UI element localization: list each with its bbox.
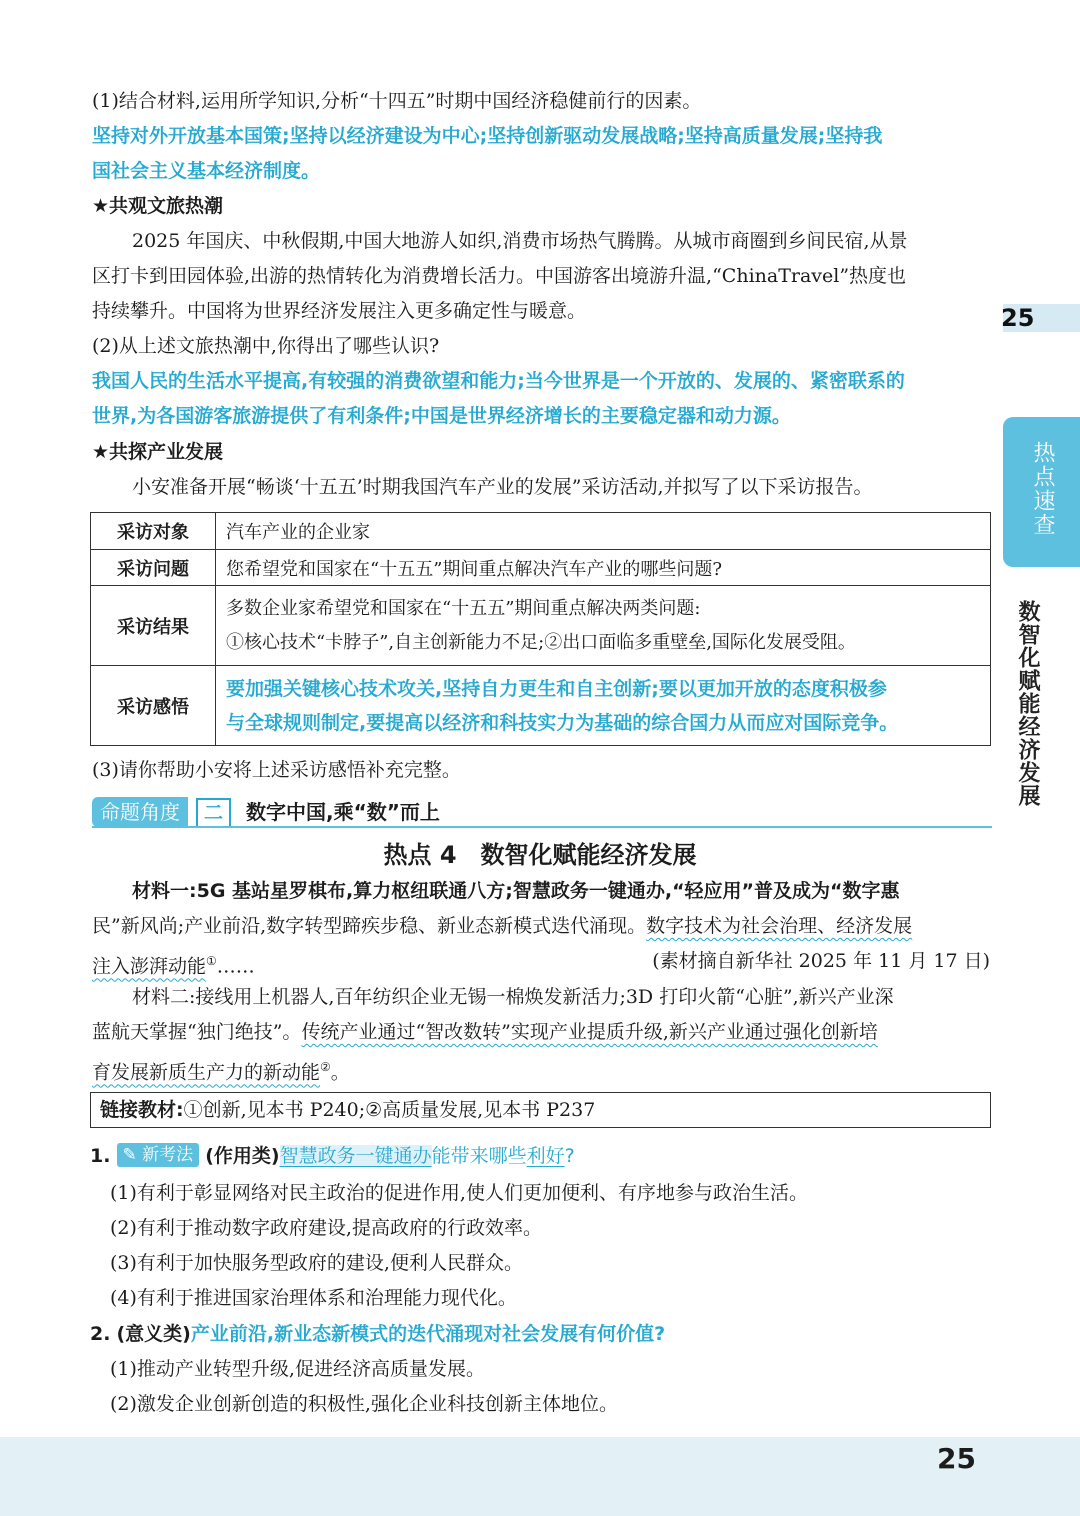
question1-answer: (3)有利于加快服务型政府的建设,便利人民群众。 <box>110 1252 523 1274</box>
hotspot-title: 热点 4 数智化赋能经济发展 <box>383 841 697 869</box>
material1-ellipsis: …… <box>216 955 255 978</box>
pen-icon: ✎ <box>122 1145 137 1165</box>
material2-highlight: 传统产业通过“智改数转”实现产业提质升级,新兴产业通过强化创新培 <box>301 1021 878 1043</box>
interview-table <box>90 512 991 746</box>
table-key: 采访问题 <box>91 550 216 586</box>
q2-answer-line2: 世界,为各国游客旅游提供了有利条件;中国是世界经济增长的主要稳定器和动力源。 <box>92 405 791 427</box>
material2-highlight: 育发展新质生产力的新动能 <box>92 1061 321 1084</box>
angle-label: 命题角度 <box>92 797 188 827</box>
table-value <box>216 666 991 746</box>
question1-mark: ? <box>564 1145 575 1167</box>
question1-answer: (4)有利于推进国家治理体系和治理能力现代化。 <box>110 1287 517 1309</box>
table-answer-line: 与全球规则制定,要提高以经济和科技实力为基础的综合国力从而应对国际竞争。 <box>226 711 899 734</box>
q2-answer-line1: 我国人民的生活水平提高,有较强的消费欲望和能力;当今世界是一个开放的、发展的、紧密联系的 <box>92 370 905 392</box>
material1-highlight: 数字技术为社会治理、经济发展 <box>646 915 913 937</box>
page-footer <box>0 1437 1080 1516</box>
table-value: 汽车产业的企业家 <box>216 513 991 550</box>
q1-answer-line2: 国社会主义基本经济制度。 <box>92 160 321 182</box>
section-industry-heading: ★共探产业发展 <box>92 441 224 463</box>
table-value <box>216 586 991 666</box>
table-value: 您希望党和国家在“十五五”期间重点解决汽车产业的哪些问题? <box>216 550 991 586</box>
material1-highlight: 注入澎湃动能 <box>92 955 207 978</box>
question2-type: (意义类) <box>116 1323 191 1345</box>
table-key: 采访对象 <box>91 513 216 550</box>
table-key: 采访感悟 <box>91 666 216 746</box>
material2-line2 <box>92 1015 878 1050</box>
question1-text: 能带来哪些 <box>431 1145 527 1167</box>
angle-banner <box>92 797 992 827</box>
tourism-line1: 2025 年国庆、中秋假期,中国大地游人如织,消费市场热气腾腾。从城市商圈到乡间民宿,从景 <box>132 230 908 252</box>
material2-text: 蓝航天掌握“独门绝技”。 <box>92 1021 302 1043</box>
question1-answer: (2)有利于推动数字政府建设,提高政府的行政效率。 <box>110 1217 542 1239</box>
table-row <box>91 513 991 550</box>
side-page-number: 25 <box>1001 304 1035 332</box>
table-row <box>91 586 991 666</box>
link-label: 链接教材: <box>100 1099 184 1121</box>
question1-keyword: 利好 <box>526 1145 565 1167</box>
table-row <box>91 666 991 746</box>
question2-answer: (2)激发企业创新创造的积极性,强化企业科技创新主体地位。 <box>110 1393 618 1415</box>
footnote-marker: ② <box>320 1060 331 1074</box>
side-section-title: 数智化赋能经济发展 <box>1015 600 1040 807</box>
angle-number: 二 <box>196 798 231 828</box>
material2-period: 。 <box>330 1061 350 1084</box>
tourism-line2: 区打卡到田园体验,出游的热情转化为消费增长活力。中国游客出境游升温,“ChinaTravel”热度也 <box>92 265 907 287</box>
link-text: ①创新,见本书 P240;②高质量发展,见本书 P237 <box>183 1099 596 1121</box>
question1-answer: (1)有利于彰显网络对民主政治的促进作用,使人们更加便利、有序地参与政治生活。 <box>110 1182 808 1204</box>
q2-prompt: (2)从上述文旅热潮中,你得出了哪些认识? <box>92 335 440 357</box>
question2-number: 2. <box>90 1323 111 1345</box>
section-tourism-heading: ★共观文旅热潮 <box>92 195 224 217</box>
table-row <box>91 550 991 586</box>
textbook-link <box>100 1093 595 1127</box>
question1 <box>90 1139 575 1174</box>
question1-number: 1. <box>90 1145 111 1167</box>
tourism-line3: 持续攀升。中国将为世界经济发展注入更多确定性与暖意。 <box>92 300 587 322</box>
material1-text: 民”新风尚;产业前沿,数字转型蹄疾步稳、新业态新模式迭代涌现。 <box>92 915 647 937</box>
material1-line3 <box>92 944 255 984</box>
material2-line3 <box>92 1050 350 1090</box>
footnote-marker: ① <box>206 954 217 968</box>
question1-keyword: 智慧政务一键通办 <box>279 1145 432 1167</box>
table-value-line: ①核心技术“卡脖子”,自主创新能力不足;②出口面临多重壁垒,国际化发展受阻。 <box>226 631 856 653</box>
angle-title: 数字中国,乘“数”而上 <box>246 800 440 824</box>
q3-prompt: (3)请你帮助小安将上述采访感悟补充完整。 <box>92 759 461 781</box>
material1-line2 <box>92 909 912 944</box>
material1-text: 材料一:5G 基站星罗棋布,算力枢纽联通八方;智慧政务一键通办,“轻应用”普及成为“数字惠 <box>132 880 900 902</box>
new-method-badge <box>117 1143 200 1167</box>
side-chip-label: 热点速查 <box>1030 441 1055 537</box>
angle-rule <box>92 826 992 828</box>
question1-type: (作用类) <box>205 1145 280 1167</box>
q1-answer-line1: 坚持对外开放基本国策;坚持以经济建设为中心;坚持创新驱动发展战略;坚持高质量发展;坚持我 <box>92 125 883 147</box>
textbook-link-box <box>90 1092 991 1128</box>
material1-line1 <box>132 874 900 909</box>
question2-text: 产业前沿,新业态新模式的迭代涌现对社会发展有何价值? <box>190 1323 666 1345</box>
question2 <box>90 1317 665 1352</box>
table-value-line: 多数企业家希望党和国家在“十五五”期间重点解决两类问题: <box>226 597 701 619</box>
table-answer-line: 要加强关键核心技术攻关,坚持自力更生和自主创新;要以更加开放的态度积极参 <box>226 677 887 700</box>
new-method-label: 新考法 <box>142 1145 194 1165</box>
side-chip <box>1003 417 1080 567</box>
question2-answer: (1)推动产业转型升级,促进经济高质量发展。 <box>110 1358 485 1380</box>
material2-line1: 材料二:接线用上机器人,百年纺织企业无锡一棉焕发新活力;3D 打印火箭“心脏”,新兴产业深 <box>132 986 894 1008</box>
q1-prompt: (1)结合材料,运用所学知识,分析“十四五”时期中国经济稳健前行的因素。 <box>92 90 702 112</box>
material1-source: (素材摘自新华社 2025 年 11 月 17 日) <box>652 950 990 972</box>
footer-page-number: 25 <box>937 1442 976 1475</box>
table-key: 采访结果 <box>91 586 216 666</box>
industry-intro: 小安准备开展“畅谈‘十五五’时期我国汽车产业的发展”采访活动,并拟写了以下采访报告。 <box>132 476 873 498</box>
